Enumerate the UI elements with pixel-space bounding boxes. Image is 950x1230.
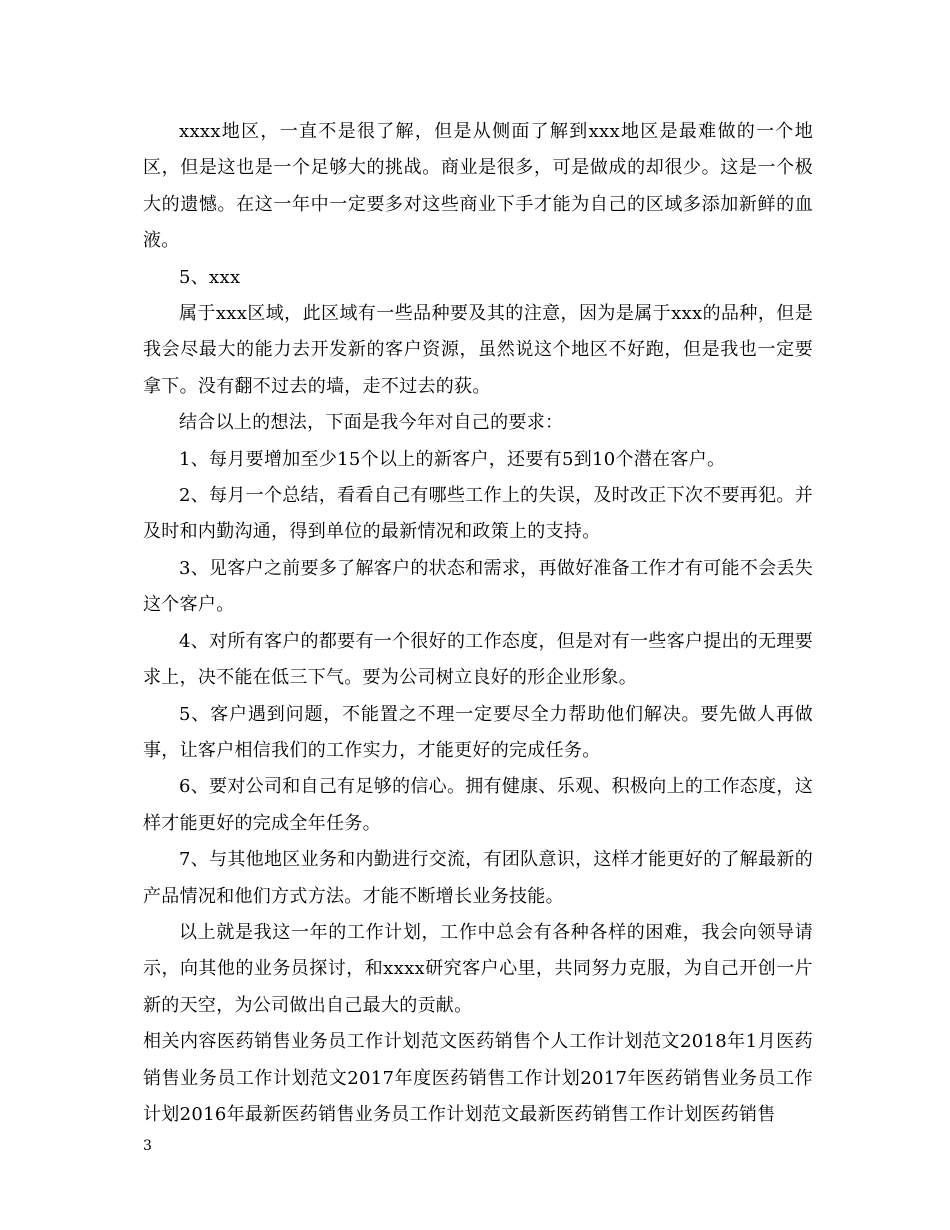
paragraph: xxxx地区，一直不是很了解，但是从侧面了解到xxx地区是最难做的一个地区，但是这也是一个足够大的挑战。商业是很多，可是做成的却很少。这是一个极大的遗憾。在这一年中一定要多对这些商业下手才能为自己的区域多添加新鲜的血液。 — [143, 121, 813, 252]
document-body — [143, 114, 813, 1133]
list-item: 6、要对公司和自己有足够的信心。拥有健康、乐观、积极向上的工作态度，这样才能更好的完成全年任务。 — [143, 776, 813, 834]
list-item: 4、对所有客户的都要有一个很好的工作态度，但是对有一些客户提出的无理要求上，决不能在低三下气。要为公司树立良好的形企业形象。 — [143, 630, 813, 689]
list-item: 3、见客户之前要多了解客户的状态和需求，再做好准备工作才有可能不会丢失这个客户。 — [143, 557, 813, 616]
page-number: 3 — [143, 1138, 152, 1154]
list-item: 1、每月要增加至少15个以上的新客户，还要有5到10个潜在客户。 — [179, 448, 726, 470]
section-heading: 5、xxx — [179, 266, 241, 288]
list-item: 2、每月一个总结，看看自己有哪些工作上的失误，及时改正下次不要再犯。并及时和内勤沟通，得到单位的最新情况和政策上的支持。 — [143, 485, 813, 543]
paragraph: 以上就是我这一年的工作计划，工作中总会有各种各样的困难，我会向领导请示，向其他的业务员探讨，和xxxx研究客户心里，共同努力克服，为自己开创一片新的天空，为公司做出自己最大的贡献。 — [143, 921, 813, 1016]
list-item: 7、与其他地区业务和内勤进行交流，有团队意识，这样才能更好的了解最新的产品情况和他们方式方法。才能不断增长业务技能。 — [143, 849, 813, 907]
related-content: 相关内容医药销售业务员工作计划范文医药销售个人工作计划范文2018年1月医药销售业务员工作计划范文2017年度医药销售工作计划2017年医药销售业务员工作计划2016年最新医药销售业务员工作计划范文最新医药销售工作计划医药销售 — [143, 1031, 813, 1125]
paragraph: 属于xxx区域，此区域有一些品种要及其的注意，因为是属于xxx的品种，但是我会尽最大的能力去开发新的客户资源，虽然说这个地区不好跑，但是我也一定要拿下。没有翻不过去的墙，走不过去的荻。 — [143, 303, 813, 397]
list-item: 5、客户遇到问题，不能置之不理一定要尽全力帮助他们解决。要先做人再做事，让客户相信我们的工作实力，才能更好的完成任务。 — [143, 703, 813, 761]
paragraph: 结合以上的想法，下面是我今年对自己的要求： — [179, 412, 564, 434]
